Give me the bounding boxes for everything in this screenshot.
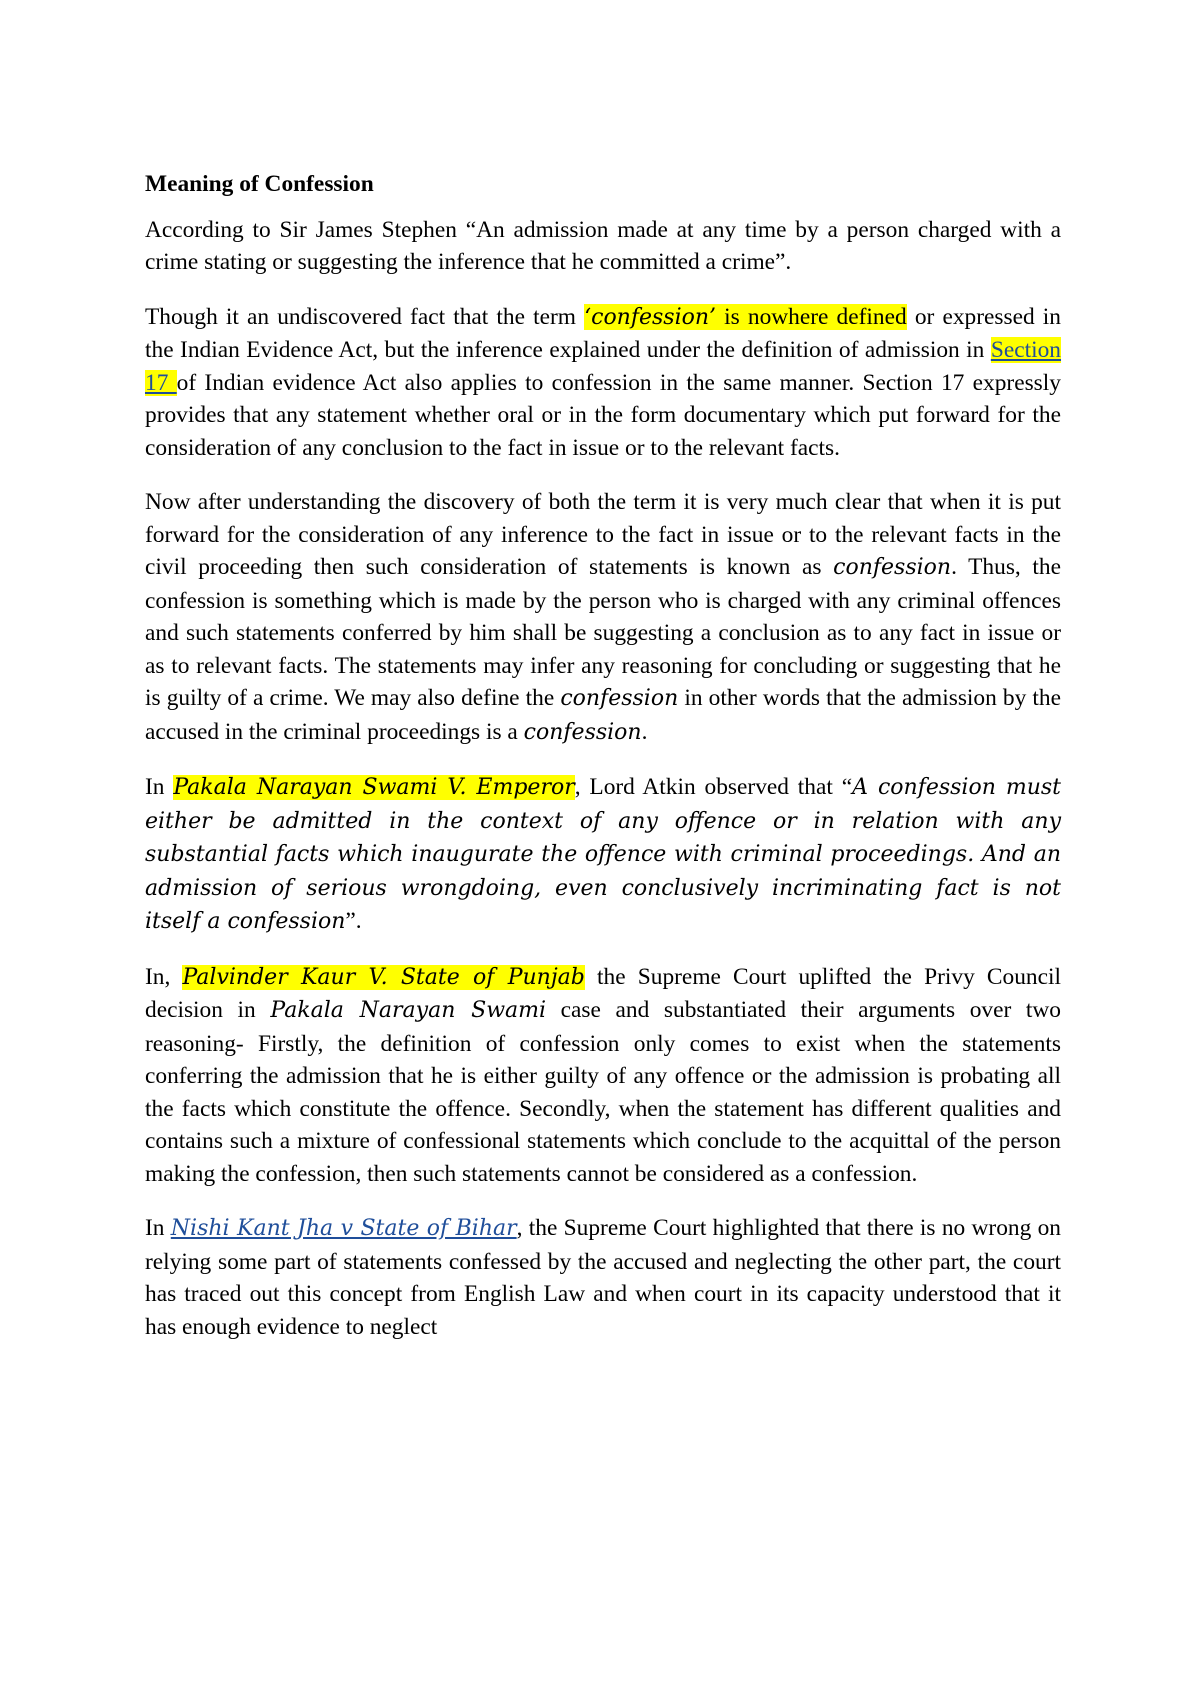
quotation: A confession must either be admitted in the context of any offence or in relation with any substantial facts which inaugurate the offence with criminal proceedings. And an admission of serious wrongdoing, even conclusively incriminating fact is not itself a confession bbox=[145, 775, 1062, 934]
document-heading: Meaning of Confession bbox=[145, 171, 374, 197]
paragraph-nishi-kant bbox=[145, 1212, 1061, 1343]
section-17-link[interactable]: Section 17 bbox=[145, 337, 1061, 396]
paragraph-pakala bbox=[145, 771, 1061, 939]
paragraph-text: the Supreme Court uplifted the Privy Council decision in bbox=[145, 963, 1061, 1023]
paragraph-text: , the Supreme Court highlighted that there is no wrong on relying some part of statements confessed by the accused and neglecting the other part, the court has traced out this concept from English Law and when court in its capacity understood that it has enough evidence to neglect bbox=[145, 1215, 1061, 1340]
nishi-kant-case-link[interactable]: Nishi Kant Jha v State of Bihar bbox=[170, 1216, 517, 1241]
highlighted-term: ‘confession’ bbox=[584, 304, 717, 330]
italic-term: confession bbox=[560, 686, 679, 711]
document-page bbox=[145, 168, 1061, 1365]
paragraph-text: In bbox=[145, 1215, 171, 1241]
highlighted-text: is nowhere defined bbox=[716, 303, 907, 330]
paragraph-text: in other words that the admission by the accused in the criminal proceedings is a bbox=[145, 685, 1061, 745]
paragraph-text: . bbox=[641, 718, 648, 745]
highlighted-phrase bbox=[584, 304, 907, 330]
case-name-highlighted: Pakala Narayan Swami V. Emperor bbox=[173, 775, 575, 800]
paragraph-text: Now after understanding the discovery of both the term it is very much clear that when it is put forward for the consideration of any inference to the fact in issue or to the relevant facts in the civil proceeding then such consideration of statements is known as bbox=[145, 489, 1061, 580]
case-name-highlighted: Palvinder Kaur V. State of Punjab bbox=[182, 964, 585, 990]
paragraph-text: . Thus, the confession is something which is made by the person who is charged with any criminal offences and such statements conferred by him shall be suggesting a conclusion as to any fact in issue or as to relevant facts. The statements may infer any reasoning for concluding or suggesting that he is guilty of a crime. We may also define the bbox=[145, 554, 1061, 711]
case-name: Pakala Narayan Swami bbox=[270, 998, 547, 1023]
paragraph-palvinder bbox=[145, 961, 1061, 1191]
paragraph-text: Though it an undiscovered fact that the term bbox=[145, 303, 585, 330]
paragraph-understanding bbox=[145, 486, 1061, 749]
paragraph-text: According to Sir James Stephen “An admission made at any time by a person charged with a crime stating or suggesting the inference that he committed a crime”. bbox=[145, 216, 1061, 275]
italic-term: confession bbox=[833, 555, 952, 580]
paragraph-text: In, bbox=[145, 963, 183, 990]
paragraph-section-17 bbox=[145, 301, 1061, 465]
paragraph-text: of Indian evidence Act also applies to confession in the same manner. Section 17 expressly provides that any statement whether oral or in the form documentary which put forward for the consideration of any conclusion to the fact in issue or to the relevant facts. bbox=[145, 369, 1061, 461]
paragraph-text: or expressed in the Indian Evidence Act, but the inference explained under the definition of admission in bbox=[145, 303, 1061, 363]
paragraph-text: In bbox=[145, 774, 174, 800]
paragraph-text: ”. bbox=[345, 908, 362, 934]
italic-term: confession bbox=[523, 719, 642, 745]
paragraph-text: , Lord Atkin observed that “ bbox=[574, 774, 853, 800]
paragraph-stephen-definition bbox=[145, 214, 1061, 279]
paragraph-text: case and substantiated their arguments over two reasoning- Firstly, the definition of confession only comes to exist when the statements conferring the admission that he is either guilty of any offence or the admission is probating all the facts which constitute the offence. Secondly, when the statement has different qualities and contains such a mixture of confessional statements which conclude to the acquittal of the person making the confession, then such statements cannot be considered as a confession. bbox=[145, 997, 1061, 1187]
